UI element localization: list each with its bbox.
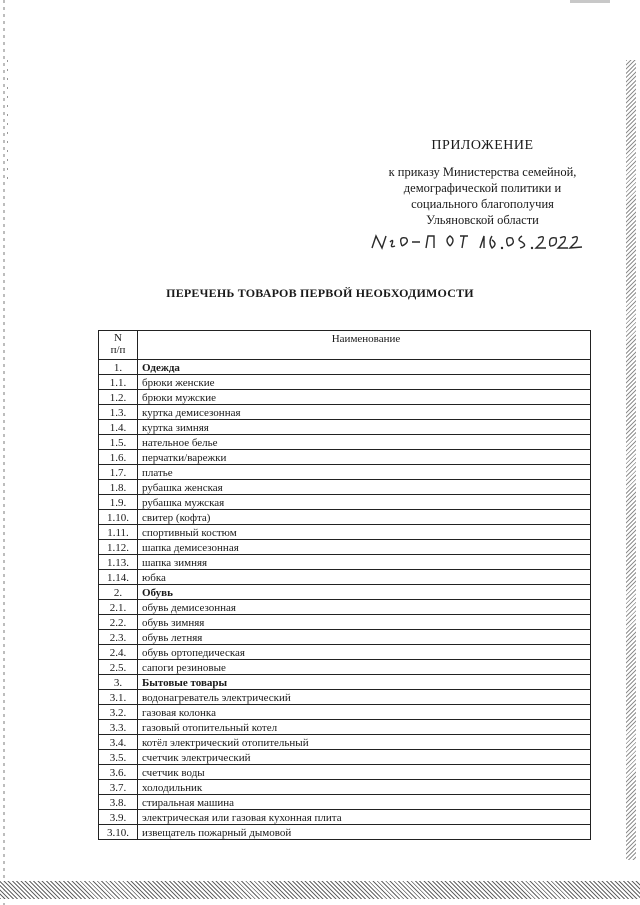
item-name: обувь ортопедическая <box>138 645 591 660</box>
row-number: 1.8. <box>99 480 138 495</box>
table-header-row <box>99 331 591 360</box>
row-number: 1.5. <box>99 435 138 450</box>
row-number: 3.7. <box>99 780 138 795</box>
appendix-line: демографической политики и <box>403 181 562 195</box>
row-number: 3.3. <box>99 720 138 735</box>
row-number: 1.1. <box>99 375 138 390</box>
row-number: 1. <box>99 360 138 375</box>
row-number: 1.12. <box>99 540 138 555</box>
row-number: 2.1. <box>99 600 138 615</box>
scan-mark-left <box>7 60 8 180</box>
table-row <box>99 795 591 810</box>
item-name: рубашка мужская <box>138 495 591 510</box>
table-row <box>99 450 591 465</box>
table-row <box>99 555 591 570</box>
scan-edge-bottom <box>0 881 640 899</box>
table-row <box>99 480 591 495</box>
table-row <box>99 570 591 585</box>
table-row <box>99 615 591 630</box>
header-name-cell: Наименование <box>138 331 591 360</box>
item-name: перчатки/варежки <box>138 450 591 465</box>
item-name: свитер (кофта) <box>138 510 591 525</box>
table-row <box>99 465 591 480</box>
table-row <box>99 765 591 780</box>
row-number: 1.3. <box>99 405 138 420</box>
category-name: Обувь <box>138 585 591 600</box>
item-name: электрическая или газовая кухонная плита <box>138 810 591 825</box>
category-name: Одежда <box>138 360 591 375</box>
row-number: 2.5. <box>99 660 138 675</box>
row-number: 3.8. <box>99 795 138 810</box>
header-num-cell <box>99 331 138 360</box>
table-row <box>99 390 591 405</box>
table-row <box>99 720 591 735</box>
table-row <box>99 375 591 390</box>
table-row <box>99 630 591 645</box>
appendix-line: Ульяновской области <box>426 213 539 227</box>
category-row <box>99 585 591 600</box>
appendix-line: к приказу Министерства семейной, <box>388 165 577 179</box>
item-name: нательное белье <box>138 435 591 450</box>
row-number: 3. <box>99 675 138 690</box>
item-name: сапоги резиновые <box>138 660 591 675</box>
goods-table <box>98 330 591 840</box>
row-number: 1.11. <box>99 525 138 540</box>
table-row <box>99 780 591 795</box>
row-number: 1.4. <box>99 420 138 435</box>
table-row <box>99 660 591 675</box>
table-row <box>99 825 591 840</box>
row-number: 3.6. <box>99 765 138 780</box>
item-name: шапка демисезонная <box>138 540 591 555</box>
table-row <box>99 495 591 510</box>
row-number: 1.2. <box>99 390 138 405</box>
table-row <box>99 405 591 420</box>
item-name: газовая колонка <box>138 705 591 720</box>
row-number: 3.10. <box>99 825 138 840</box>
row-number: 1.14. <box>99 570 138 585</box>
item-name: извещатель пожарный дымовой <box>138 825 591 840</box>
row-number: 1.6. <box>99 450 138 465</box>
table-row <box>99 750 591 765</box>
table-row <box>99 435 591 450</box>
row-number: 3.5. <box>99 750 138 765</box>
item-name: куртка демисезонная <box>138 405 591 420</box>
item-name: холодильник <box>138 780 591 795</box>
header-num-sublabel: п/п <box>110 344 126 356</box>
row-number: 3.1. <box>99 690 138 705</box>
item-name: обувь зимняя <box>138 615 591 630</box>
table-row <box>99 645 591 660</box>
appendix-line: социального благополучия <box>411 197 554 211</box>
table-row <box>99 690 591 705</box>
item-name: счетчик воды <box>138 765 591 780</box>
handwritten-order-number <box>368 228 604 254</box>
appendix-title: ПРИЛОЖЕНИЕ <box>431 138 534 153</box>
row-number: 2.3. <box>99 630 138 645</box>
item-name: спортивный костюм <box>138 525 591 540</box>
table-row <box>99 525 591 540</box>
item-name: рубашка женская <box>138 480 591 495</box>
category-row <box>99 675 591 690</box>
table-row <box>99 810 591 825</box>
header-num-label: N <box>114 332 122 344</box>
item-name: обувь демисезонная <box>138 600 591 615</box>
document-heading: ПЕРЕЧЕНЬ ТОВАРОВ ПЕРВОЙ НЕОБХОДИМОСТИ <box>166 286 474 300</box>
row-number: 3.9. <box>99 810 138 825</box>
item-name: брюки мужские <box>138 390 591 405</box>
table-row <box>99 510 591 525</box>
table-row <box>99 735 591 750</box>
row-number: 3.2. <box>99 705 138 720</box>
item-name: шапка зимняя <box>138 555 591 570</box>
item-name: стиральная машина <box>138 795 591 810</box>
item-name: счетчик электрический <box>138 750 591 765</box>
table-row <box>99 420 591 435</box>
scan-edge-right <box>626 60 636 860</box>
row-number: 2.2. <box>99 615 138 630</box>
category-name: Бытовые товары <box>138 675 591 690</box>
row-number: 3.4. <box>99 735 138 750</box>
row-number: 1.13. <box>99 555 138 570</box>
category-row <box>99 360 591 375</box>
row-number: 2. <box>99 585 138 600</box>
row-number: 1.7. <box>99 465 138 480</box>
item-name: обувь летняя <box>138 630 591 645</box>
item-name: платье <box>138 465 591 480</box>
item-name: газовый отопительный котел <box>138 720 591 735</box>
item-name: котёл электрический отопительный <box>138 735 591 750</box>
row-number: 1.10. <box>99 510 138 525</box>
table-row <box>99 600 591 615</box>
table-row <box>99 705 591 720</box>
row-number: 1.9. <box>99 495 138 510</box>
scan-mark-top <box>570 0 610 3</box>
item-name: куртка зимняя <box>138 420 591 435</box>
item-name: юбка <box>138 570 591 585</box>
row-number: 2.4. <box>99 645 138 660</box>
scan-edge-left <box>3 0 5 905</box>
appendix-block <box>360 138 605 228</box>
item-name: брюки женские <box>138 375 591 390</box>
table-row <box>99 540 591 555</box>
item-name: водонагреватель электрический <box>138 690 591 705</box>
